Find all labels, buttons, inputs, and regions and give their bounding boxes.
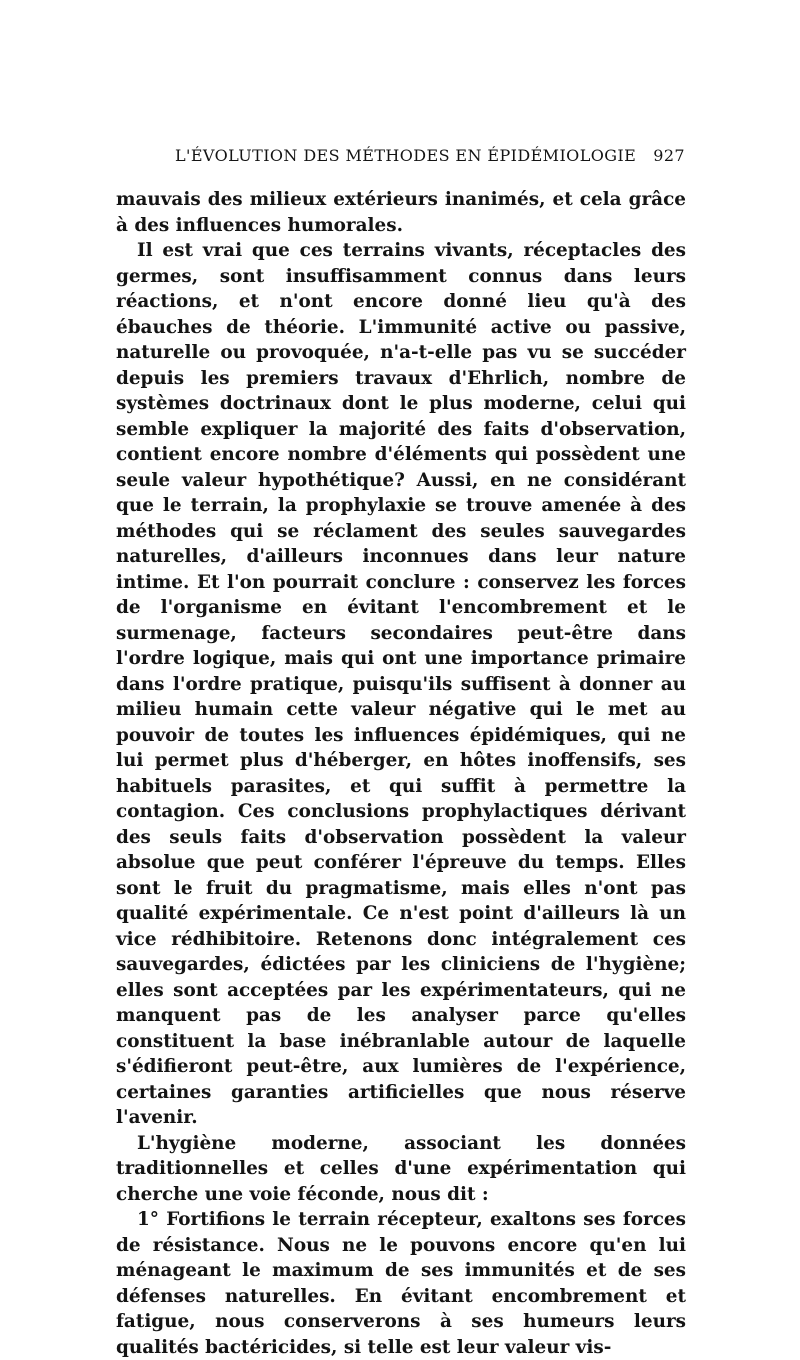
- paragraph-1: mauvais des milieux extérieurs inanimés, et cela grâce à des influences humorales.: [116, 189, 686, 236]
- paragraph-4: 1° Fortifions le terrain récepteur, exaltons ses forces de résistance. Nous ne le pouvons encore qu'en lui ménageant le maximum de ses immunités et de ses défenses naturelles. En évitant encombrement et fatigue, nous conserverons à ses humeurs leurs qualités bactéricides, si telle est leur valeur vis-: [116, 1209, 686, 1358]
- paragraph-3: L'hygiène moderne, associant les données traditionnelles et celles d'une expérimentation qui cherche une voie féconde, nous dit :: [116, 1132, 686, 1205]
- body-text: [116, 187, 686, 1360]
- page-number: 927: [653, 146, 685, 165]
- running-header: [175, 146, 685, 170]
- running-title: L'ÉVOLUTION DES MÉTHODES EN ÉPIDÉMIOLOGIE: [175, 146, 637, 165]
- paragraph-2: Il est vrai que ces terrains vivants, réceptacles des germes, sont insuffisamment connus dans leurs réactions, et n'ont encore donné lieu qu'à des ébauches de théorie. L'immunité active ou passive, naturelle ou provoquée, n'a-t-elle pas vu se succéder depuis les premiers travaux d'Ehrlich, nombre de systèmes doctrinaux dont le plus moderne, celui qui semble expliquer la majorité des faits d'observation, contient encore nombre d'éléments qui possèdent une seule valeur hypothétique? Aussi, en ne considérant que le terrain, la prophylaxie se trouve amenée à des méthodes qui se réclament des seules sauvegardes naturelles, d'ailleurs inconnues dans leur nature intime. Et l'on pourrait conclure : conservez les forces de l'organisme en évitant l'encombrement et le surmenage, facteurs secondaires peut-être dans l'ordre logique, mais qui ont une importance primaire dans l'ordre pratique, puisqu'ils suffisent à donner au milieu humain cette valeur négative qui le met au pouvoir de toutes les influences épidémiques, qui ne lui permet plus d'héberger, en hôtes inoffensifs, ses habituels parasites, et qui suffit à permettre la contagion. Ces conclusions prophylactiques dérivant des seuls faits d'observation possèdent la valeur absolue que peut conférer l'épreuve du temps. Elles sont le fruit du pragmatisme, mais elles n'ont pas qualité expérimentale. Ce n'est point d'ailleurs là un vice rédhibitoire. Retenons donc intégralement ces sauvegardes, édictées par les cliniciens de l'hygiène; elles sont acceptées par les expérimentateurs, qui ne manquent pas de les analyser parce qu'elles constituent la base inébranlable autour de laquelle s'édifieront peut-être, aux lumières de l'expérience, certaines garanties artificielles que nous réserve l'avenir.: [116, 240, 686, 1128]
